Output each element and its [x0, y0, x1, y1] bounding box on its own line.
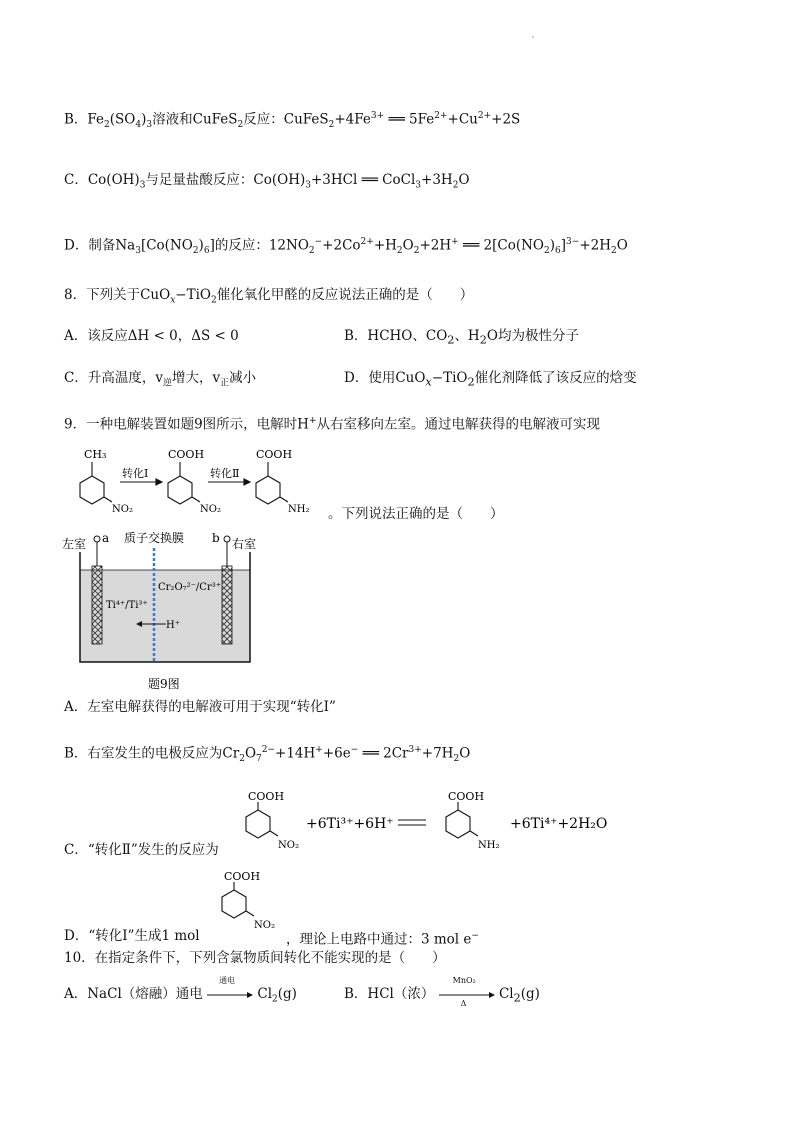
- no2-label: NO₂: [112, 504, 133, 515]
- q9-option-d-tail: ，理论上电路中通过：3 mol e−: [286, 931, 479, 948]
- scan-dot: [532, 36, 534, 38]
- option-b: B．$Fe_2(SO_4)_3$溶液和CuFeS$_2$反应：$CuFeS_2+4Fe^{3+}$ ══ $5Fe^{2+}+Cu^{2+}+2S$: [64, 111, 521, 131]
- cr-couple-label: Cr₂O₇²⁻/Cr³⁺: [158, 582, 222, 593]
- electrode-b-label: b: [212, 531, 220, 545]
- q8-option-c: C．升高温度，$v_逆$增大，$v_正$减小: [64, 370, 257, 389]
- conversion-2-equation: [230, 790, 620, 860]
- electrolysis-figure: [62, 528, 282, 696]
- membrane-label: 质子交换膜: [124, 531, 185, 545]
- mno2-arrow: MnO₂ Δ: [439, 985, 495, 1005]
- no2-label: NO₂: [200, 504, 221, 515]
- q8-option-d: D．使用CuO$_x$−TiO$_2$催化剂降低了该反应的焓变: [344, 370, 637, 389]
- figure-caption: 题9图: [148, 677, 180, 691]
- q9-stem: 9．一种电解装置如题9图所示，电解时H+从右室移向左室。通过电解获得的电解液可实现: [64, 416, 600, 433]
- q10-stem: 10．在指定条件下，下列含氯物质间转化不能实现的是（ ）: [64, 950, 446, 966]
- proton-label: H⁺: [166, 620, 180, 631]
- q8-option-a: A．该反应ΔH < 0，ΔS < 0: [64, 328, 239, 344]
- cooh-label: COOH: [448, 790, 485, 803]
- nh2-label: NH₂: [288, 504, 310, 515]
- cooh-label: COOH: [168, 448, 205, 461]
- q8-option-b: B．HCHO、$CO_2$、$H_2O$均为极性分子: [344, 328, 579, 347]
- reactant-ions: +6Ti³⁺+6H⁺: [306, 816, 394, 832]
- option-c: C．$Co(OH)_3$与足量盐酸反应：$Co(OH)_3+3HCl$ ══ $CoCl_3+3H_2O$: [64, 172, 470, 191]
- no2-label: NO₂: [278, 840, 299, 851]
- q10-option-a: A．NaCl（熔融）通电 通电 $Cl_2(g)$: [64, 975, 297, 1005]
- q9-option-c: C．“转化Ⅱ”发生的反应为: [64, 842, 219, 858]
- conversion-1-label: 转化Ⅰ: [122, 467, 149, 480]
- nitrobenzoic-acid-structure: [206, 870, 296, 940]
- product-ions: +6Ti⁴⁺+2H₂O: [510, 816, 608, 832]
- q9-option-d: D．“转化Ⅰ”生成1 mol: [64, 928, 200, 944]
- electrode-a-label: a: [102, 531, 110, 545]
- right-chamber-label: 右室: [232, 537, 257, 551]
- no2-label: NO₂: [254, 920, 275, 931]
- q10-option-b: B．HCl（浓） MnO₂ Δ $Cl_2(g)$: [344, 975, 540, 1008]
- cooh-label: COOH: [256, 448, 293, 461]
- conversion-2-label: 转化Ⅱ: [210, 467, 240, 480]
- option-d: D．制备$Na_3[Co(NO_2)_6]$的反应：$12NO_2^-+2Co^{2+}+H_2O_2+2H^+$ ══ $2[Co(NO_2)_6]^{3-}+2H_2O$: [64, 237, 628, 257]
- conversion-scheme: [64, 440, 364, 520]
- ti-couple-label: Ti⁴⁺/Ti³⁺: [106, 600, 148, 611]
- q9-option-a: A．左室电解获得的电解液可用于实现“转化Ⅰ”: [64, 699, 336, 715]
- nh2-label: NH₂: [478, 840, 500, 851]
- left-chamber-label: 左室: [62, 537, 87, 551]
- electrolysis-arrow: 通电: [207, 985, 253, 1005]
- ch3-label: CH₃: [84, 448, 107, 461]
- q9-stem-end: 。下列说法正确的是（ ）: [328, 506, 504, 522]
- cooh-label: COOH: [224, 870, 261, 883]
- q8-stem: 8．下列关于CuO$_x$−TiO$_2$催化氧化甲醛的反应说法正确的是（ ）: [64, 287, 474, 306]
- cooh-label: COOH: [248, 790, 285, 803]
- q9-option-b: B．右室发生的电极反应为$Cr_2O_7^{2-}+14H^++6e^-$ ══ $2Cr^{3+}+7H_2O$: [64, 745, 471, 765]
